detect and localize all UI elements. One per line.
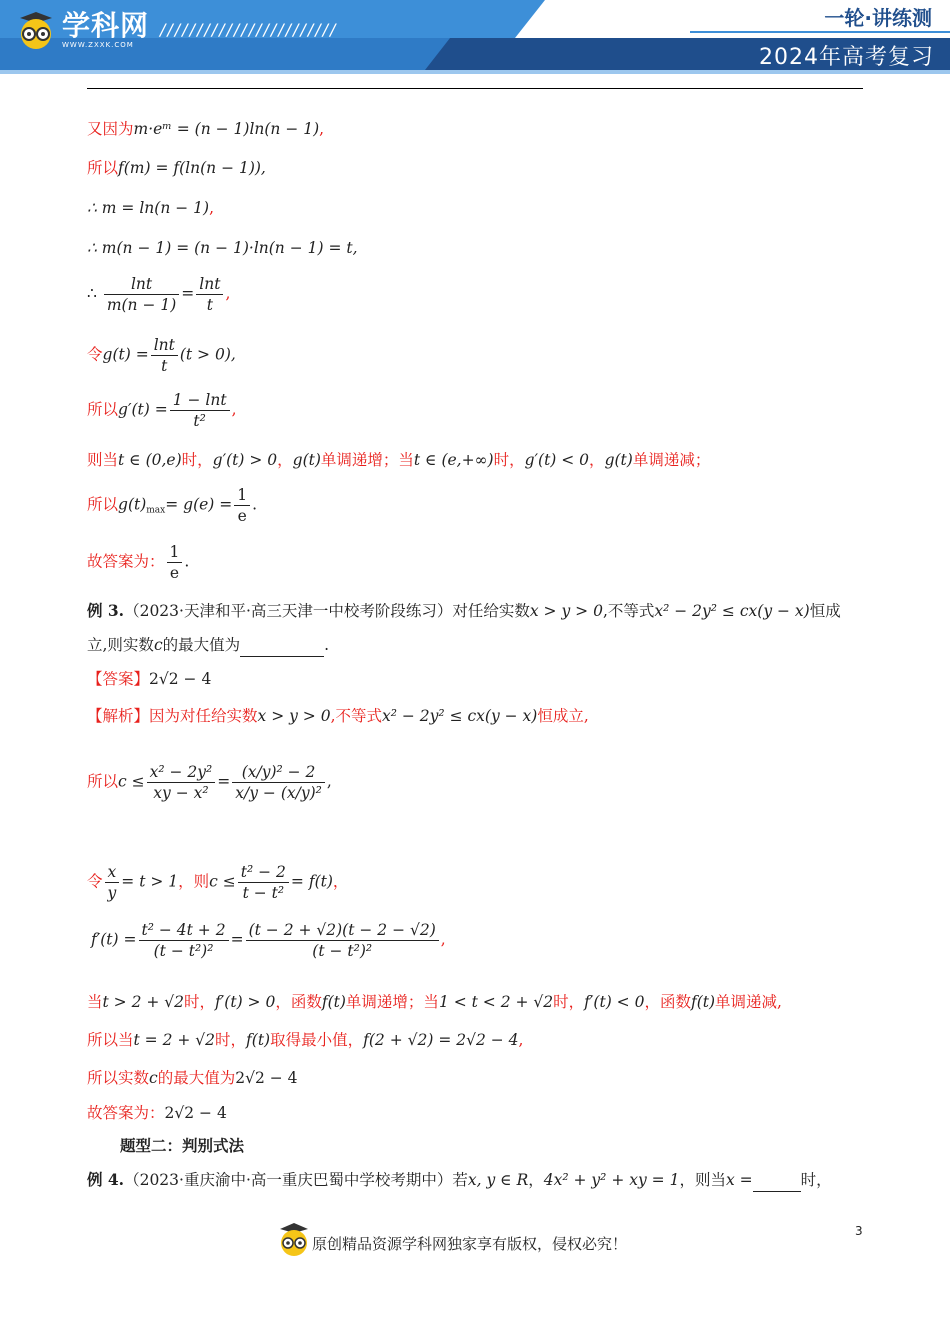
math-expr: = g(e) = [165, 495, 233, 514]
math-expr: t > 2 + √2 [102, 993, 185, 1011]
text-label: 令 [87, 345, 103, 364]
text: 因为对任给实数 [149, 707, 258, 725]
example3-question-line1 [87, 600, 841, 622]
fraction [151, 335, 178, 376]
solution-line-8 [87, 449, 710, 471]
math-expr: c ≤ [209, 872, 236, 891]
math-expr: x² − 2y² ≤ cx(y − x) [382, 707, 538, 725]
text: 时， [800, 1171, 832, 1189]
text: 所以当 [87, 1031, 134, 1049]
fraction [105, 862, 120, 903]
solution-line-9 [87, 485, 257, 526]
text-punct: ， [332, 872, 349, 891]
text-label: 又因为 [87, 120, 134, 138]
example-label: 例 4. [87, 1170, 125, 1189]
fraction [170, 390, 230, 431]
page-header [0, 0, 950, 78]
example3-step6 [87, 1067, 298, 1089]
fraction [147, 762, 216, 803]
example3-step3 [91, 920, 446, 961]
logo-text: 学科网 [62, 9, 150, 42]
denominator: x/y − (x/y)² [235, 784, 322, 802]
denominator: (t − t²)² [153, 942, 214, 960]
text: 时， [553, 993, 585, 1011]
header-tag: 一轮·讲练测 [824, 6, 932, 30]
example3-question-line2 [87, 634, 329, 657]
example3-answer [87, 668, 211, 690]
math-var: c [149, 1069, 158, 1087]
denominator: t² [193, 412, 206, 430]
logo [14, 10, 149, 50]
analysis-label: 【解析】 [87, 707, 150, 725]
denominator: y [107, 884, 117, 902]
text-punct: . [252, 495, 258, 514]
text: ,不等式 [602, 602, 655, 620]
answer-label: 【答案】 [87, 670, 150, 688]
text-punct: . [184, 552, 190, 571]
numerator: (t − 2 + √2)(t − 2 − √2) [246, 920, 439, 941]
answer-blank [240, 634, 324, 657]
numerator: t² − 4t + 2 [139, 920, 229, 941]
text-punct: , [518, 1031, 524, 1049]
example-source: （2023·重庆渝中·高一重庆巴蜀中学校考期中）若 [124, 1171, 468, 1189]
math-expr: x > y > 0 [529, 602, 603, 620]
solution-line-6 [87, 335, 236, 376]
footer-copyright: 原创精品资源学科网独家享有版权，侵权必究！ [312, 1235, 628, 1253]
text: 单调递增；当 [320, 451, 414, 469]
example3-step4 [87, 991, 782, 1013]
math-expr: = t > 1 [121, 872, 179, 891]
math-expr: ∴ m = ln(n − 1) [87, 199, 210, 217]
text-punct: , [326, 772, 332, 791]
math-expr: g(t) = [102, 345, 149, 364]
text-label: 所以 [87, 495, 119, 514]
section-title: 题型二：判别式法 [120, 1136, 245, 1155]
text: 恒成 [809, 602, 841, 620]
text: 的最大值为 [162, 636, 241, 654]
solution-line-4 [87, 237, 358, 259]
example-label: 例 3. [87, 601, 125, 620]
fraction [234, 485, 250, 526]
numerator: (x/y)² − 2 [232, 762, 325, 783]
math-expr: g′(t) > 0 [212, 451, 278, 469]
text-label: 故答案为： [87, 552, 165, 571]
text-label: 所以 [87, 772, 119, 791]
math-expr: x = [725, 1171, 753, 1189]
header-slashes: //////////////////////// [160, 20, 338, 39]
denominator: m(n − 1) [106, 296, 177, 314]
math-expr: f′(t) = [91, 930, 137, 949]
math-expr: x² − 2y² ≤ cx(y − x) [654, 602, 810, 620]
denominator: t [161, 357, 168, 375]
math-expr: f(t) [690, 993, 716, 1011]
math-expr: t ∈ (0,e) [118, 451, 182, 469]
answer-value: 2√2 − 4 [149, 670, 212, 688]
math-expr: f(t) [246, 1031, 271, 1049]
fraction [232, 762, 325, 803]
therefore-symbol: ∴ [87, 284, 97, 303]
page-number: 3 [855, 1224, 863, 1238]
fraction [238, 862, 289, 903]
solution-line-7 [87, 390, 237, 431]
denominator: (t − t²)² [312, 942, 373, 960]
text-punct: , [209, 199, 214, 217]
example3-step7 [87, 1102, 227, 1124]
math-expr: g(t) [118, 495, 147, 514]
math-var: c [153, 636, 163, 654]
fraction [167, 542, 183, 583]
math-expr: f(2 + √2) = 2√2 − 4 [363, 1031, 519, 1049]
example3-step5 [87, 1029, 523, 1051]
text-punct: , [319, 120, 325, 138]
equals: = [217, 772, 231, 791]
math-expr: m·eᵐ = (n − 1)ln(n − 1) [133, 120, 320, 138]
text: 单调递减； [632, 451, 711, 469]
text: 单调递增；当 [345, 993, 439, 1011]
math-expr: g′(t) = [118, 400, 168, 419]
fraction [139, 920, 229, 961]
text: 时， [215, 1031, 247, 1049]
text: ，则当 [679, 1171, 726, 1189]
text: ， [277, 451, 293, 469]
example-source: （2023·天津和平·高三天津一中校考阶段练习）对任给实数 [124, 602, 530, 620]
math-expr: f(t) [321, 993, 346, 1011]
text-punct: , [440, 930, 446, 949]
text: ，则 [178, 872, 210, 891]
text: 的最大值为 [157, 1069, 236, 1087]
math-expr: t = 2 + √2 [133, 1031, 216, 1049]
fraction [246, 920, 439, 961]
text: 时， [493, 451, 525, 469]
math-expr: 1 < t < 2 + √2 [438, 993, 554, 1011]
denominator: t − t² [242, 884, 285, 902]
fraction [196, 274, 223, 315]
text: 单调递减, [715, 993, 782, 1011]
header-rule [87, 88, 863, 89]
text: 时， [184, 993, 216, 1011]
math-expr: x > y > 0 [257, 707, 331, 725]
text-label: 所以 [87, 159, 119, 177]
math-expr: g(t) [292, 451, 321, 469]
solution-line-1 [87, 118, 324, 140]
numerator: 1 − lnt [170, 390, 230, 411]
text: 时， [181, 451, 213, 469]
denominator: e [169, 564, 180, 582]
subscript: max [146, 505, 166, 516]
numerator: x [105, 862, 120, 883]
solution-line-10 [87, 542, 189, 583]
text: ， [528, 1171, 544, 1189]
math-expr: ∴ m(n − 1) = (n − 1)·ln(n − 1) = t, [87, 239, 358, 257]
answer-blank [753, 1169, 801, 1192]
denominator: e [237, 507, 247, 525]
math-expr: (t > 0), [179, 345, 236, 364]
text-label: 令 [87, 872, 103, 891]
header-subtitle: 2024年高考复习 [759, 45, 934, 70]
solution-line-2 [87, 157, 266, 179]
solution-line-3 [87, 197, 214, 219]
math-expr: t ∈ (e,+∞) [413, 451, 494, 469]
math-expr: f′(t) < 0 [584, 993, 645, 1011]
text-punct: , [231, 400, 237, 419]
text: 当 [87, 993, 103, 1011]
denominator: t [206, 296, 213, 314]
equals: = [181, 284, 195, 303]
example3-analysis [87, 705, 589, 727]
math-expr: f′(t) > 0 [215, 993, 276, 1011]
text: 取得最小值， [270, 1031, 364, 1049]
example3-step1 [87, 762, 332, 803]
math-expr: g′(t) < 0 [524, 451, 590, 469]
text-label: 所以 [87, 400, 119, 419]
math-expr: 2√2 − 4 [235, 1069, 298, 1087]
text: 恒成立, [537, 707, 589, 725]
math-expr: g(t) [604, 451, 633, 469]
denominator: xy − x² [153, 784, 209, 802]
equals: = [230, 930, 244, 949]
numerator: 1 [167, 542, 183, 563]
text: 立,则实数 [87, 636, 154, 654]
example3-step2 [87, 862, 348, 903]
math-expr: f(m) = f(ln(n − 1)), [118, 159, 266, 177]
math-expr: x, y ∈ R [467, 1171, 529, 1189]
text-punct: , [225, 284, 231, 303]
numerator: x² − 2y² [147, 762, 216, 783]
footer-owl-icon [277, 1222, 311, 1258]
text: ，函数 [644, 993, 691, 1011]
math-expr: 4x² + y² + xy = 1 [543, 1171, 680, 1189]
numerator: 1 [234, 485, 250, 506]
numerator: lnt [196, 274, 223, 295]
math-expr: = f(t) [290, 872, 333, 891]
numerator: lnt [104, 274, 179, 295]
text-punct: . [324, 636, 330, 654]
text: 则当 [87, 451, 119, 469]
text: 所以实数 [87, 1069, 150, 1087]
text: 故答案为： [87, 1104, 165, 1122]
logo-owl-icon [14, 10, 58, 50]
fraction [104, 274, 179, 315]
numerator: lnt [151, 335, 178, 356]
numerator: t² − 2 [238, 862, 289, 883]
text: ,不等式 [330, 707, 383, 725]
logo-url: WWW.ZXXK.COM [62, 41, 134, 49]
math-expr: c ≤ [118, 772, 145, 791]
solution-line-5 [87, 274, 230, 315]
text: ， [589, 451, 605, 469]
math-expr: 2√2 − 4 [164, 1104, 227, 1122]
text: ，函数 [275, 993, 322, 1011]
example4-question [87, 1169, 832, 1192]
